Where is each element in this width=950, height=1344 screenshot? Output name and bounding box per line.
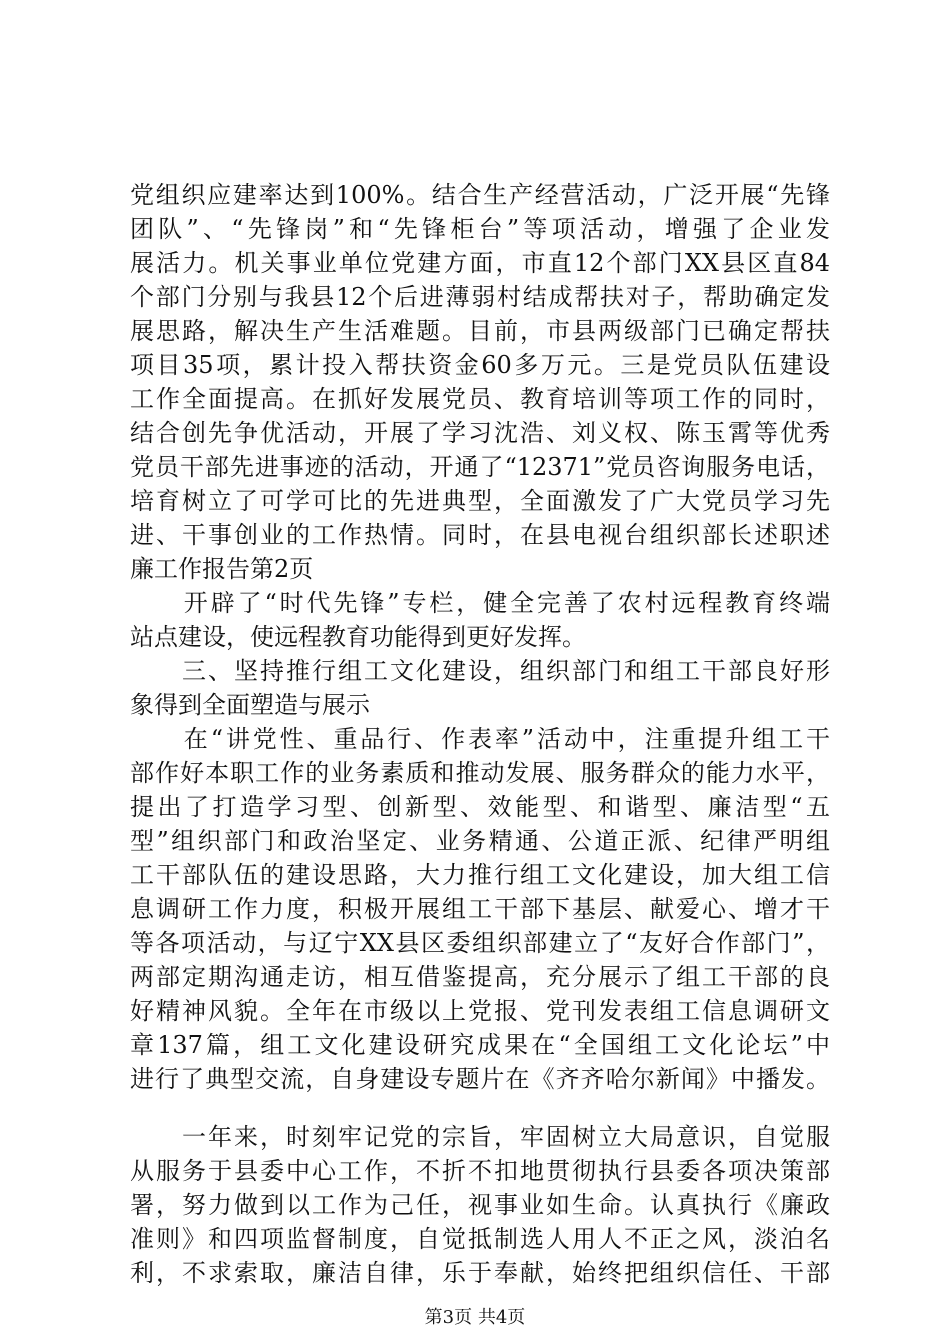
body-line: 在“讲党性、重品行、作表率”活动中，注重提升组工干 xyxy=(130,725,830,753)
body-line: 项目35项，累计投入帮扶资金60多万元。三是党员队伍建设 xyxy=(130,351,830,379)
body-line: 署，努力做到以工作为己任，视事业如生命。认真执行《廉政 xyxy=(130,1191,830,1219)
section-heading-line: 三、坚持推行组工文化建设，组织部门和组工干部良好形 xyxy=(130,657,830,685)
body-line: 结合创先争优活动，开展了学习沈浩、刘义权、陈玉霄等优秀 xyxy=(130,419,830,447)
body-line: 工作全面提高。在抓好发展党员、教育培训等项工作的同时， xyxy=(130,385,830,413)
page-number-footer: 第3页 共4页 xyxy=(424,1307,526,1328)
body-line: 提出了打造学习型、创新型、效能型、和谐型、廉洁型“五 xyxy=(130,793,830,821)
body-line: 党员干部先进事迹的活动，开通了“12371”党员咨询服务电话， xyxy=(130,453,830,481)
section-heading-line: 象得到全面塑造与展示 xyxy=(130,691,370,719)
body-line: 好精神风貌。全年在市级以上党报、党刊发表组工信息调研文 xyxy=(130,997,830,1025)
body-line: 等各项活动，与辽宁XX县区委组织部建立了“友好合作部门”， xyxy=(130,929,830,957)
body-line: 准则》和四项监督制度，自觉抵制选人用人不正之风，淡泊名 xyxy=(130,1225,830,1253)
body-line: 部作好本职工作的业务素质和推动发展、服务群众的能力水平， xyxy=(130,759,830,787)
body-line: 展活力。机关事业单位党建方面，市直12个部门XX县区直84 xyxy=(130,249,830,277)
body-line: 工干部队伍的建设思路，大力推行组工文化建设，加大组工信 xyxy=(130,861,830,889)
body-line: 廉工作报告第2页 xyxy=(130,555,314,583)
body-line: 开辟了“时代先锋”专栏，健全完善了农村远程教育终端 xyxy=(130,589,830,617)
body-line: 一年来，时刻牢记党的宗旨，牢固树立大局意识，自觉服 xyxy=(130,1123,830,1151)
body-line: 型”组织部门和政治坚定、业务精通、公道正派、纪律严明组 xyxy=(130,827,830,855)
body-line: 利，不求索取，廉洁自律，乐于奉献，始终把组织信任、干部 xyxy=(130,1259,830,1287)
body-line: 站点建设，使远程教育功能得到更好发挥。 xyxy=(130,623,586,651)
body-line: 进行了典型交流，自身建设专题片在《齐齐哈尔新闻》中播发。 xyxy=(130,1065,830,1093)
body-line: 进、干事创业的工作热情。同时，在县电视台组织部长述职述 xyxy=(130,521,830,549)
body-line: 章137篇，组工文化建设研究成果在“全国组工文化论坛”中 xyxy=(130,1031,830,1059)
body-line: 党组织应建率达到100%。结合生产经营活动，广泛开展“先锋 xyxy=(130,181,830,209)
body-line: 息调研工作力度，积极开展组工干部下基层、献爱心、增才干 xyxy=(130,895,830,923)
body-line: 团队”、“先锋岗”和“先锋柜台”等项活动，增强了企业发 xyxy=(130,215,830,243)
body-line: 展思路，解决生产生活难题。目前，市县两级部门已确定帮扶 xyxy=(130,317,830,345)
body-line: 个部门分别与我县12个后进薄弱村结成帮扶对子，帮助确定发 xyxy=(130,283,830,311)
body-line: 从服务于县委中心工作，不折不扣地贯彻执行县委各项决策部 xyxy=(130,1157,830,1185)
body-line: 培育树立了可学可比的先进典型，全面激发了广大党员学习先 xyxy=(130,487,830,515)
body-line: 两部定期沟通走访，相互借鉴提高，充分展示了组工干部的良 xyxy=(130,963,830,991)
